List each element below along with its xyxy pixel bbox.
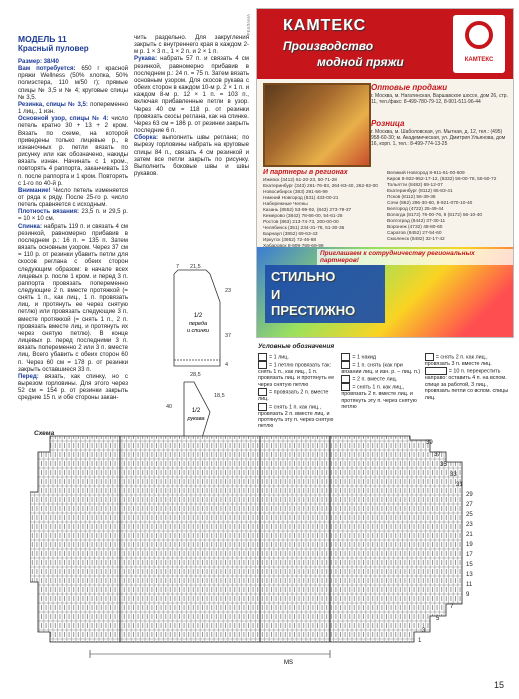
- partners-invite: Приглашаем к сотрудничеству региональных партнеров!: [317, 249, 513, 265]
- row-number: 27: [466, 502, 473, 508]
- mid-column: [134, 34, 249, 177]
- retail-text: г. Москва, м. Шаболовская, ул. Мытная, д. 12, тел.: (495) 958-60-30; м. Академическая, ул. Дмитрия Ульянова, дом 16, корп. 1, тел.: 8-499-774-13-25: [371, 129, 506, 148]
- row-number: 21: [466, 532, 473, 538]
- dim-label: 4: [225, 362, 229, 368]
- front-back-label-2: переда: [188, 321, 208, 327]
- knitting-scheme: [30, 432, 486, 670]
- row-number: 33: [450, 472, 457, 478]
- row-number: 3: [422, 628, 426, 634]
- wholesale-text: г. Москва, м. Нагатинская, Варшавское шоссе, дом 26, стр. 11, тел./факс: 8-499-780-79-12, 8-901-511-96-44: [371, 93, 508, 106]
- ad-logo: [453, 15, 505, 73]
- slogan-1: СТИЛЬНО: [271, 269, 336, 284]
- dim-label: 23: [225, 288, 232, 294]
- front-continued-text: чить раздельно. Для закругления закрыть с внутреннего края в каждом 2-м р. 1 × 3 п., 1 × 2 п. и 2 × 1 п.: [134, 34, 249, 56]
- sleeves-text: Рукава: набрать 57 п. и связать 4 см резинкой, равномерно прибавив в последнем р.: 24 п. = 75 п. Затем вязать основным узором. Для скосов рукава с обеих сторон в каждом 10-м р. 2 × 1 п. и каждом 8-м р. 12 × 1 п. = 103 п., включая прибавленные петли в узор. Через 40 см = 118 р. от резинки провязать скосы реглана, как на спинке. Через 63 см = 186 р. от резинки закрыть последние 6 п.: [134, 55, 249, 135]
- row-number: 35: [440, 462, 447, 468]
- dim-label: 7: [176, 264, 180, 270]
- ad-tagline-1: Производство: [283, 39, 374, 53]
- symbol-item: = снять 1 п. как лиц., провязать 2 п. вместе лиц. и протянуть эту п. через снятую петлю: [341, 384, 417, 411]
- scheme-grid: [30, 436, 462, 642]
- row-number: 5: [436, 616, 440, 622]
- symbols-col-2: [341, 353, 420, 430]
- symbol-item: = 2 п. вместе лиц.: [341, 375, 420, 383]
- row-number: 25: [466, 512, 473, 518]
- dim-label: 18,5: [214, 393, 225, 399]
- symbols-title: Условные обозначения: [258, 343, 335, 350]
- row-number: 23: [466, 522, 473, 528]
- ad-side-label: РЕКЛАМА: [246, 14, 251, 36]
- sleeve-label-1: 1/2: [191, 408, 201, 414]
- slogan-2: И: [271, 287, 281, 302]
- retail-label: Розница: [371, 119, 405, 128]
- density-text: Плотность вязания: 23,5 п. и 29,5 р. = 10 × 10 см.: [18, 208, 128, 223]
- ad-bottom: [257, 247, 513, 337]
- dim-label: 40: [166, 404, 173, 410]
- materials-text: Вам потребуется: 650 г красной пряжи Wellness (50% хлопка, 50% полиэстера, 110 м/50 г); прямые спицы № 3,5 и № 4; круговые спицы № 3,5.: [18, 65, 128, 101]
- row-number: 37: [434, 452, 441, 458]
- cities-right: Великий Новгород 8-911-61-00-609 Киров 8-922-952-17-12, (8332) 56-00-78, 56-50-72 Тольятти (8482) 69-12-07 Екатеринбург (8112) 65-83-41 Псков (8112) 56-39-36 Сочи (862) 296-30-60, 8-921-070-10-40 Белгород (4722) 25-49-44 Вологда (8172) 76-00-76, 8 (8172) 56-10-40 Волгоград (8442) 37-30-11 Воронеж (4732) 48-80-60 Саратов (8452) 27-54-60 Смоленск (8482) 32-17-42: [387, 171, 497, 242]
- ad-brand: КАМТЕКС: [283, 17, 367, 34]
- symbol-item: = 1 накид: [341, 353, 420, 361]
- dim-label: 21,5: [190, 264, 201, 270]
- ad-middle: [257, 79, 513, 249]
- row-number: 13: [466, 572, 473, 578]
- model-title: МОДЕЛЬ 11: [18, 34, 67, 44]
- sleeve-label-2: рукава: [187, 416, 205, 422]
- left-column: [18, 34, 128, 402]
- row-number: 7: [450, 604, 454, 610]
- symbol-item: = снять 2 п. как лиц., провязать 3 п. вместе лиц.: [424, 354, 492, 367]
- back-text: Спинка: набрать 119 п. и связать 4 см резинкой, равномерно прибавив в последнем р.: 16 п. = 135 п. Затем вязать основным узором. Через 37 см = 110 р. от резинки убавить петли для скосов реглана с обеих сторон следующим образом: в начале всех лицевых р. после 1 кром. и перед 3 п. раппорта провязать попеременно следующие 2 п. вместе протяжкой (= снять 1 п., как лиц., 1 п. провязать лиц. и протянуть ее через снятую петлю) или провязать следующие 3 п. вместе протяжкой (= снять 1 п., 2 п. провязать вместе лиц. и протянуть их через снятую петлю). В конце лицевых р. перед последними 3 п. вязать попеременно 2 или 3 п. вместе лиц. Всего убавить с обеих сторон 60 п. Через 60 см = 178 р. от резинки закрыть оставшиеся 33 п.: [18, 222, 128, 373]
- garment-schematics: [134, 262, 254, 440]
- front-back-label-3: и спинки: [186, 328, 210, 334]
- row-number: 17: [466, 552, 473, 558]
- ad-tagline-2: модной пряжи: [317, 55, 404, 69]
- ms-label: MS: [284, 660, 293, 666]
- ad-header: [257, 9, 513, 79]
- yarn-image: [263, 83, 371, 167]
- dim-label: 37: [225, 333, 232, 339]
- size-text: Размер: 38/40: [18, 58, 59, 65]
- symbols-col-3: [425, 353, 510, 430]
- logo-text: КАМТЕКС: [464, 57, 494, 63]
- row-number: 19: [466, 542, 473, 548]
- symbols-col-1: [258, 353, 337, 430]
- model-subtitle: Красный пуловер: [18, 44, 89, 53]
- cities-left: Ижевск (3412) 51-20-23, 50-71-28 Екатеринбург (343) 261-76-83, 264-83-40, 262-92-00 Новосибирск (383) 291-56-99 Нижний Новгород (831) 433-00-21 Набережные Челны Казань (8552) 53-99-92, (843) 273-79-37 Кемерово (3842) 78-66-00, 54-61-25 Ростов (863) 213-74-73, 200-00-00 Челябинск (351) 234-31-78, 51-30-35 Барнаул (3852) 69-63-43 Иркутск (3952) 72-46-88: [263, 178, 378, 243]
- row-number: 39: [426, 440, 433, 446]
- logo-icon: [465, 21, 493, 49]
- row-number: 1: [418, 638, 422, 644]
- front-back-label-1: 1/2: [193, 313, 203, 319]
- main-pattern-text: Основной узор, спицы № 4: число петель кратно 30 + 13 + 2 кром. Вязать по схеме, на которой приведены только лицевые р., в изнаночных р. петли вязать по рисунку или как обозначено, накиды вязать изнан. Начинать с 1 кром., повторять 4 раппорта, заканчивать 13 п. после раппорта и 1 кром. Повторять с 1-го по 40-й р.: [18, 115, 128, 187]
- row-number: 9: [466, 592, 470, 598]
- assembly-text: Сборка: выполнить швы реглана; по вырезу горловины набрать на круговые спицы 84 п., связать 4 см резинкой и затем все петли закрыть по рисунку. Выполнить боковые швы и швы рукавов.: [134, 134, 249, 177]
- slogan-3: ПРЕСТИЖНО: [271, 303, 356, 318]
- rib-text: Резинка, спицы № 3,5: попеременно 1 лиц., 1 изн.: [18, 100, 128, 116]
- row-number: 15: [466, 562, 473, 568]
- page-number: 15: [494, 680, 505, 690]
- row-number: 11: [466, 582, 473, 588]
- attention-text: Внимание! Число петель изменяется от ряда к ряду. После 25-го р. число петель сравняется с исходным.: [18, 186, 128, 209]
- row-number: 31: [456, 482, 463, 488]
- wholesale-label: Оптовые продажи: [371, 83, 448, 92]
- row-number: 29: [466, 492, 473, 498]
- symbol-item: = 1 п. снять (как при вязании лиц. и изн. р. – лиц. п.): [341, 362, 421, 375]
- symbol-item: = 1 петлю провязать так: снять 1 п., как лиц., 1 п. провязать лиц. и протянуть ее через снятую петлю: [258, 362, 335, 388]
- symbol-item: = 10 п. перекрестить направо: оставить 4 п. на вспом. спице за работой, 3 лиц., провязать петли со вспом. спицы лиц.: [424, 368, 509, 401]
- front-text: Перед: вязать, как спинку, но с вырезом горловины. Для этого через 52 см = 154 р. от резинки закрыть средние 15 п. и обе стороны закан-: [18, 372, 128, 402]
- regions-label: И партнеры в регионах: [263, 169, 348, 176]
- symbol-item: = провязать 2 п. вместе лиц.: [258, 389, 329, 403]
- scheme-title: Схема: [34, 430, 55, 437]
- advertisement: [256, 8, 514, 338]
- symbol-item: = снять 1 п. как лиц., провязать 2 п. вместе лиц. и протянуть эту п. через снятую петлю: [258, 404, 334, 430]
- dim-label: 28,5: [190, 372, 201, 378]
- slogan-box: [265, 265, 385, 323]
- symbol-item: = 1 лиц.: [258, 353, 337, 361]
- symbols-legend: [258, 343, 510, 430]
